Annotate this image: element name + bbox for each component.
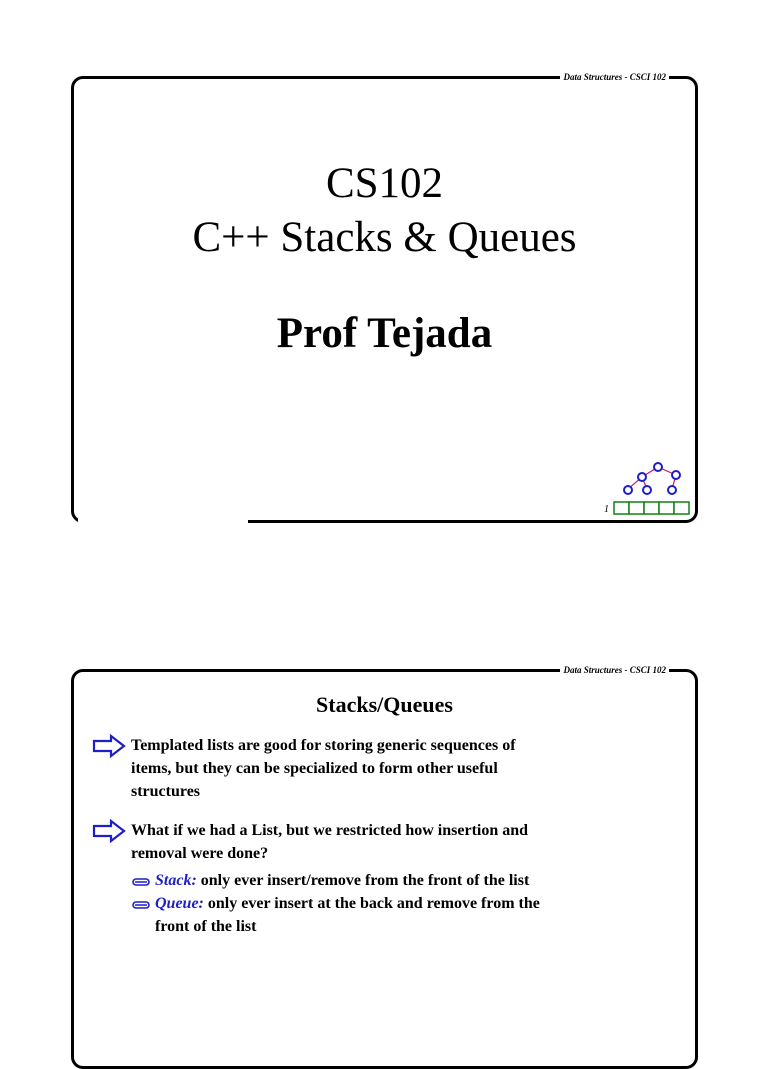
sub-bullet-text: front of the list — [155, 918, 257, 935]
slide-header: Data Structures - CSCI 102 — [560, 70, 669, 84]
title-slide — [71, 72, 698, 523]
bullet-text-line: What if we had a List, but we restricted how insertion and — [131, 822, 529, 839]
arrow-bullet-icon — [92, 819, 128, 843]
slide-title — [74, 157, 695, 265]
course-code: CS102 — [325, 160, 444, 207]
slide-header: Data Structures - CSCI 102 — [560, 663, 669, 677]
content-slide — [71, 665, 698, 1069]
sub-bullet-text: only ever insert at the back and remove from the — [203, 895, 540, 912]
data-structures-logo-icon — [612, 459, 692, 519]
bullet-text-line: items, but they can be specialized to form other useful — [131, 760, 498, 777]
arrow-bullet-icon — [92, 734, 128, 758]
slide-title: Stacks/Queues — [316, 692, 453, 717]
sub-bullet-item — [132, 892, 622, 938]
term-stack: Stack: — [155, 872, 197, 889]
bullet-text-line: structures — [131, 783, 201, 800]
author-name: Prof Tejada — [276, 310, 493, 357]
lecture-topic: C++ Stacks & Queues — [192, 213, 577, 261]
dash-bullet-icon — [132, 877, 152, 887]
page-number: 1 — [604, 504, 609, 515]
bullet-text-line: removal were done? — [131, 845, 269, 862]
sub-bullet-text: only ever insert/remove from the front of the list — [196, 872, 530, 889]
sub-bullet-item — [132, 869, 622, 892]
bullet-text-line: Templated lists are good for storing generic sequences of — [131, 737, 516, 754]
dash-bullet-icon — [132, 900, 152, 910]
term-queue: Queue: — [155, 895, 204, 912]
bullet-item — [92, 819, 592, 865]
bullet-item — [92, 734, 592, 803]
